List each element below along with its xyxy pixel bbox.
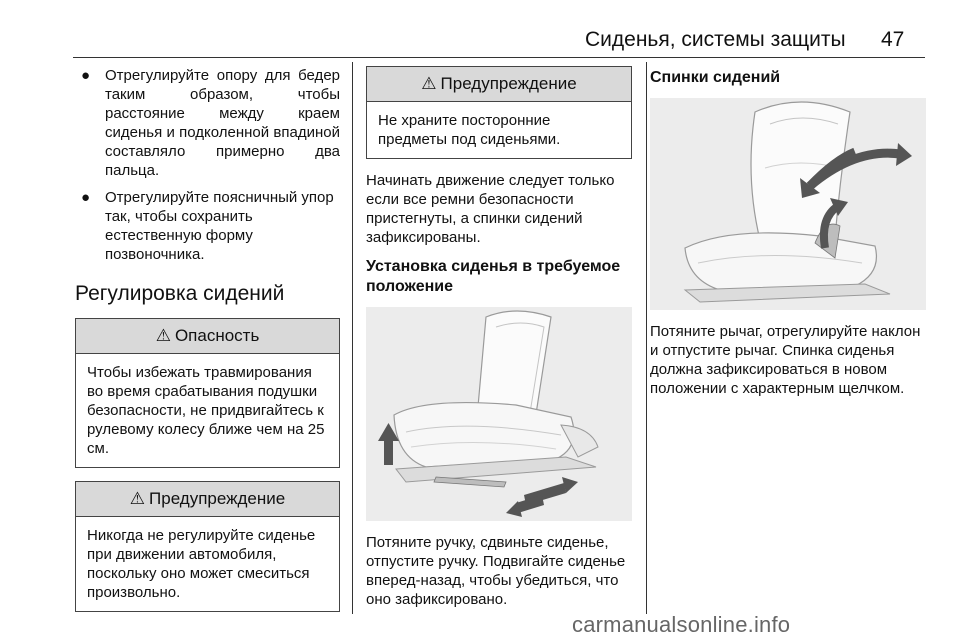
sub-heading: Спинки сидений xyxy=(650,69,781,86)
warning-callout xyxy=(75,481,340,612)
column-3 xyxy=(650,66,926,408)
figure-caption: Потяните рычаг, отрегулируйте наклон и отпустите рычаг. Спинка сиденья должна зафиксироваться в новом положении с характерным щелчком. xyxy=(650,323,921,397)
bullet-item xyxy=(75,188,340,264)
danger-callout xyxy=(75,318,340,468)
warning-callout-header xyxy=(76,482,339,517)
warning-callout-header xyxy=(367,67,631,102)
seat-adjust-figure xyxy=(366,307,632,521)
warning-triangle-icon: ⚠ xyxy=(129,489,146,508)
danger-title: Опасность xyxy=(174,326,260,345)
danger-callout-header xyxy=(76,319,339,354)
bullet-item xyxy=(75,66,340,180)
column-2 xyxy=(366,66,632,619)
danger-text: Чтобы избежать травмирования во время срабатывания подушки безопасности, не придвигайтесь к рулевому колесу ближе чем на 25 см. xyxy=(87,364,325,457)
column-divider-1 xyxy=(352,62,353,614)
figure-caption: Потяните ручку, сдвиньте сиденье, отпустите ручку. Подвигайте сиденье вперед-назад, чтобы убедиться, что оно зафиксировано. xyxy=(366,534,626,608)
warning-title: Предупреждение xyxy=(440,74,577,93)
bullet-text: Отрегулируйте опору для бедер таким образом, чтобы расстояние между краем сиденья и подколенной впадиной составляло примерно два пальца. xyxy=(105,67,340,179)
warning-text: Никогда не регулируйте сиденье при движении автомобиля, поскольку оно может смеситься произвольно. xyxy=(87,527,316,601)
bullet-icon: ● xyxy=(81,67,91,84)
page-number: 47 xyxy=(881,28,905,51)
bullet-text: Отрегулируйте поясничный упор так, чтобы сохранить естественную форму позвоночника. xyxy=(105,189,334,263)
bullet-icon: ● xyxy=(81,189,91,206)
warning-triangle-icon: ⚠ xyxy=(155,326,171,345)
warning-triangle-icon: ⚠ xyxy=(421,74,437,93)
header-rule xyxy=(73,57,925,58)
sub-heading: Установка сиденья в требуемое положение xyxy=(366,258,621,295)
column-1 xyxy=(75,66,340,622)
section-heading: Регулировка сидений xyxy=(75,282,285,305)
column-divider-2 xyxy=(646,62,647,614)
watermark: carmanualsonline.info xyxy=(572,612,791,637)
backrest-illustration xyxy=(650,98,926,310)
warning-text: Не храните посторонние предметы под сиденьями. xyxy=(378,112,561,148)
warning-title: Предупреждение xyxy=(149,489,286,508)
backrest-figure xyxy=(650,98,926,310)
warning-callout xyxy=(366,66,632,159)
seat-illustration xyxy=(366,307,632,521)
paragraph: Начинать движение следует только если все ремни безопасности пристегнуты, а спинки сидений зафиксированы. xyxy=(366,172,615,246)
page-title: Сиденья, системы защиты xyxy=(585,28,846,51)
